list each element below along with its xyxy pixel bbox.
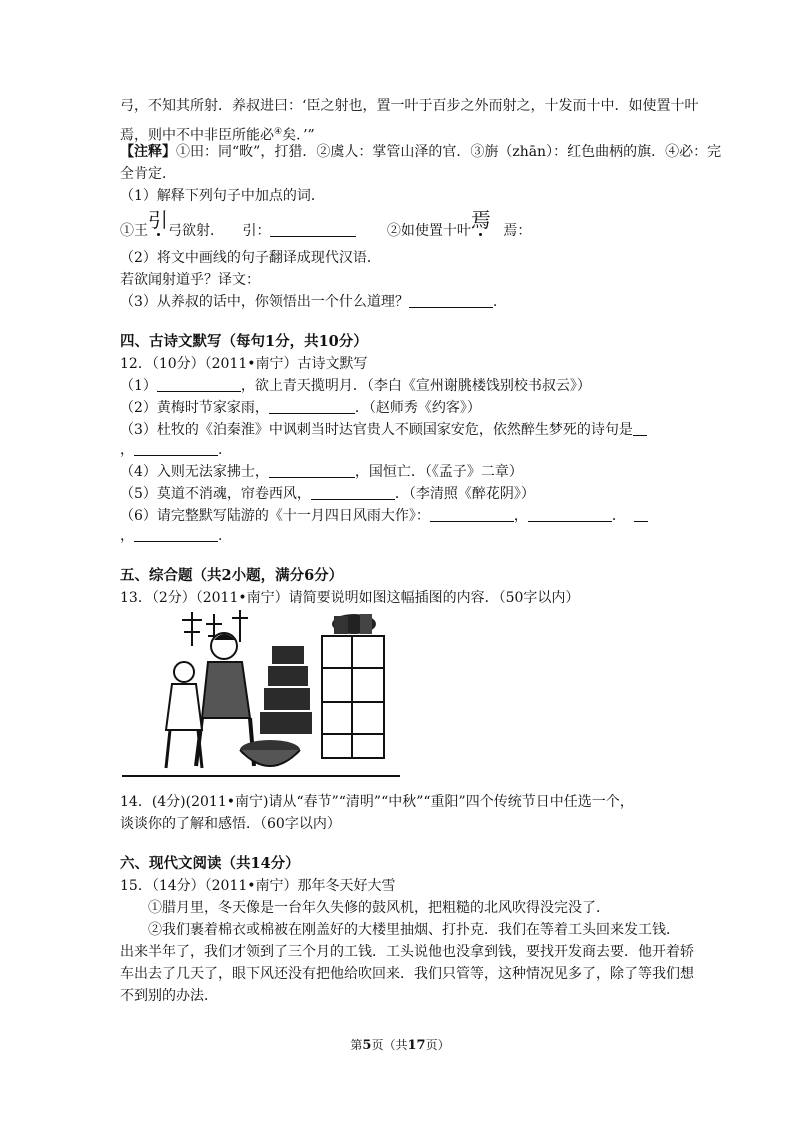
- paragraph-2-line-3: 车出去了几天了，眼下风还没有把他给吹回来．我们只管等，这种情况见多了，除了等我们想: [120, 966, 694, 982]
- note-line-1: 【注释】①田：同“畋”，打猎．②虞人：掌管山泽的官．③旃（zhān）：红色曲柄的旗．④必：完: [120, 144, 722, 160]
- poem-line-1: （1） ，欲上青天揽明月．（李白《宣州谢朓楼饯别校书叔云》）: [120, 378, 591, 394]
- answer-blank-3a[interactable]: [633, 421, 647, 436]
- paragraph-1: ①腊月里，冬天像是一台年久失修的鼓风机，把粗糙的北风吹得没完没了．: [148, 900, 610, 916]
- note-label: 【注释】: [120, 144, 176, 160]
- answer-blank-5[interactable]: [311, 485, 395, 500]
- poem-line-4: （4）入则无法家拂士， ，国恒亡．（《孟子》二章）: [120, 464, 523, 480]
- poem-line-3b: ， .: [120, 442, 223, 458]
- answer-blank-6d[interactable]: [134, 527, 218, 542]
- answer-blank-4[interactable]: [269, 463, 355, 478]
- poem-line-5: （5）莫道不消魂，帘卷西风， ．（李清照《醉花阴》）: [120, 486, 535, 502]
- answer-blank-3b[interactable]: [134, 441, 218, 456]
- answer-blank-6b[interactable]: [528, 507, 612, 522]
- dotted-char-yan: 焉: [470, 208, 491, 232]
- question-translate-sentence: 若欲闻射道乎？译文：: [120, 272, 260, 288]
- paragraph-2-line-1: ②我们裹着棉衣或棉被在刚盖好的大楼里抽烟、打扑克．我们在等着工头回来发工钱．: [148, 922, 680, 938]
- passage-line-2: 焉，则中不中非臣所能必④矣．’”: [120, 127, 315, 144]
- answer-blank-insight[interactable]: [409, 293, 493, 308]
- paragraph-2-line-4: 不到别的办法．: [120, 988, 218, 1004]
- answer-blank-6a[interactable]: [430, 507, 514, 522]
- answer-blank-2[interactable]: [269, 399, 355, 414]
- note-line-2: 全肯定．: [120, 166, 176, 182]
- question-14-line-2: 谈谈你的了解和感悟．（60字以内）: [120, 816, 341, 832]
- passage-line-1: 弓，不知其所射．养叔进曰：‘臣之射也，置一叶于百步之外而射之，十发而十中．如使置十叶: [120, 98, 699, 114]
- page-number: 5: [362, 1038, 372, 1053]
- question-translate-prompt: （2）将文中画线的句子翻译成现代汉语．: [120, 250, 381, 266]
- footnote-marker: ④: [274, 127, 283, 137]
- answer-blank-yin[interactable]: [270, 222, 356, 237]
- section-6-title: 六、现代文阅读（共14分）: [120, 855, 300, 872]
- question-14-line-1: 14．(4分)(2011•南宁)请从“春节”“清明”“中秋”“重阳”四个传统节日中任选一个，: [120, 794, 634, 810]
- dotted-char-yin: 引: [148, 208, 168, 232]
- question-13: 13．（2分）（2011•南宁）请简要说明如图这幅插图的内容．（50字以内）: [120, 590, 580, 606]
- illustration-image: [122, 606, 400, 782]
- poem-line-3a: （3）杜牧的《泊秦淮》中讽刺当时达官贵人不顾国家安危，依然醉生梦死的诗句是: [120, 420, 647, 440]
- section-5-title: 五、综合题（共2小题，满分6分）: [120, 567, 344, 584]
- answer-blank-6c[interactable]: [634, 507, 648, 522]
- answer-blank-1[interactable]: [157, 377, 241, 392]
- page-total: 17: [407, 1038, 426, 1053]
- poem-line-2: （2）黄梅时节家家雨， ．（赵师秀《约客》）: [120, 400, 481, 416]
- section-4-title: 四、古诗文默写（每句1分，共10分）: [120, 333, 368, 350]
- question-15-title: 15．（14分）（2011•南宁）那年冬天好大雪: [120, 878, 396, 894]
- question-insight: （3）从养叔的话中，你领悟出一个什么道理？ .: [120, 294, 498, 310]
- question-explain-prompt: （1）解释下列句子中加点的词．: [120, 188, 325, 204]
- question-explain-items: ①王引弓欲射． 引： ②如使置十叶焉 焉：: [120, 208, 532, 239]
- question-12-title: 12．（10分）（2011•南宁）古诗文默写: [120, 356, 368, 372]
- page-footer: 第5页（共17页）: [350, 1038, 450, 1053]
- paragraph-2-line-2: 出来半年了，我们才领到了三个月的工钱．工头说他也没拿到钱，要找开发商去要．他开着轿: [120, 944, 694, 960]
- poem-line-6b: ， .: [120, 528, 223, 544]
- poem-line-6: （6）请完整默写陆游的《十一月四日风雨大作》： ， ．: [120, 506, 648, 526]
